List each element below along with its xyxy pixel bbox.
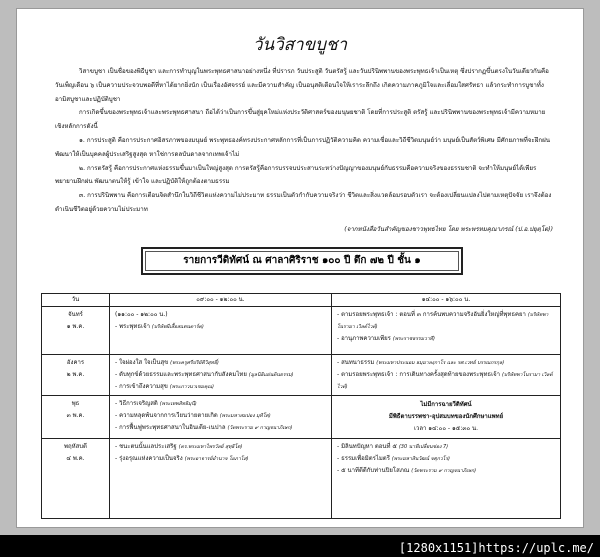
program-presenter: (พระราชธรรมวาที) (392, 336, 435, 342)
schedule-heading: รายการวีดิทัศน์ ณ ศาลาศิริราช ๑๐๐ ปี ตึก ๗๒ ปี ชั้น ๑ (141, 247, 463, 275)
program-item (337, 357, 555, 369)
intro-text (55, 65, 553, 237)
day-name: พฤหัสบดี (64, 443, 87, 450)
program-title: - การฟื้นฟูพระพุทธศาสนาในอินเดีย-เนปาล (115, 424, 226, 431)
document-page (16, 8, 584, 528)
program-title: - รุ่งอรุณแห่งความเป็นจริง (115, 455, 183, 462)
pm-cell (332, 439, 561, 519)
program-presenter: (พระมหาสมปอง มุทิโต) (219, 413, 271, 419)
program-presenter: (วัดพระราม ๙ กาญจนาภิเษก) (411, 468, 477, 474)
paragraph: ๒. การตรัสรู้ คือการประกาศแห่งธรรมขึ้นมาเป็นใหญ่สูงสุด การตรัสรู้คือการบรรจบประสานระหว่างปัญญาของมนุษย์กับธรรมคือความจริงของธรรมชาติ จะทำให้มนุษย์ได้เพียรพยายามฝึกฝน พัฒนาตนให้รู้ เข้าใจ และปฏิบัติให้ถูกต้องตามธรรม (55, 164, 537, 186)
program-title: - สนทนาธรรม (337, 359, 375, 366)
program-presenter: (พระมหาสินวัฒน์ จตุกวโร) (391, 456, 450, 462)
am-cell (110, 355, 332, 396)
program-title: - ความหลุดพ้นจากการเวียนว่ายตายเกิด (115, 412, 218, 419)
program-presenter: (บริษัทพาโนรามา เวิลด์ไวด์) (337, 372, 553, 390)
day-date: ๑ พ.ค. (66, 323, 85, 330)
paragraph: การเกิดขึ้นของพระพุทธเจ้าและพระพุทธศาสนา ถือได้ว่าเป็นการขึ้นสู่ยุคใหม่แห่งประวัติศาสตร์ของมนุษยชาติ โดยที่การประสูติ ตรัสรู้ และปรินิพพานของพระพุทธเจ้ามีความหมายเชิงหลักการดังนี้ (55, 109, 546, 131)
program-title: (๑๑:๐๐ - ๑๒:๐๐ น.) (115, 311, 168, 318)
notice-line: เวลา ๑๔:๐๐ - ๑๕:๓๐ น. (413, 425, 479, 432)
program-title: - ดับทุกข์ด้วยธรรมและพระพุทธศาสนากับสังคมไทย (115, 371, 247, 378)
program-item (115, 422, 326, 434)
table-row (42, 396, 561, 439)
program-title: - พระพุทธเจ้า (115, 323, 150, 330)
notice-line: มีพิธีตาบรรพชา-อุปสมบทของนักศึกษาแพทย์ (388, 413, 504, 420)
table-row (42, 355, 561, 396)
day-date: ๔ พ.ค. (66, 455, 85, 462)
program-title: - ตามรอยพระพุทธเจ้า : การเดินทางครั้งสุดท้ายของพระพุทธเจ้า (337, 371, 501, 378)
program-item (337, 441, 555, 453)
program-item (337, 369, 555, 393)
program-title: - ๕ นาทีดีดีกับท่านปิยโสภณ (337, 467, 410, 474)
program-presenter: (ดร.พระมหาไพรวัลย์ สุทฺธิโต) (178, 444, 243, 450)
program-item (115, 398, 326, 410)
pm-cell (332, 396, 561, 439)
notice-line: ไม่มีการฉายวีดิทัศน์ (420, 401, 472, 408)
program-title: - การเข้าถึงความสุข (115, 383, 168, 390)
paragraph: ๑. การประสูติ คือการประกาศอิสรภาพของมนุษย์ พระพุทธองค์ทรงประกาศหลักการที่เป็นการปฏิวัติความคิด ความเชื่อและวิถีชีวิตมนุษย์ว่า มนุษย์เป็นสัตว์พิเศษ มีศักยภาพที่จะฝึกฝนพัฒนาให้เป็นบุคคลผู้ประเสริฐสูงสุด หาใช่การดลบันดาลจากเทพเจ้าไม่ (55, 136, 550, 158)
day-cell (42, 439, 110, 519)
program-item (115, 453, 326, 465)
col-header: ๐๙:๐๐ - ๑๒:๐๐ น. (110, 294, 332, 307)
pm-cell (332, 355, 561, 396)
program-presenter: (พระครูศรีปริยัติวิสุทธิ์) (170, 360, 219, 366)
source-citation: (จากหนังสือวันสำคัญของชาวพุทธไทย โดย พระพรหมคุณาภรณ์ (ป.อ.ปยุตฺโต)) (344, 225, 553, 233)
program-title: - มิลินทปัญหา ตอนที่ ๕ (337, 443, 397, 450)
program-item (337, 333, 555, 345)
day-cell (42, 396, 110, 439)
day-date: ๒ พ.ค. (66, 371, 85, 378)
day-name: อังคาร (66, 359, 85, 366)
watermark: [1280x1151]https://uplc.me/ (398, 541, 594, 555)
program-title: - ใจผ่องใส ใจเป็นสุข (115, 359, 169, 366)
program-title: - ธรรมเพื่อมิตรไมตรี (337, 455, 390, 462)
paragraph: วิสาขบูชา เป็นชื่อของพิธีบูชา และการทำบุญในพระพุทธศาสนาอย่างหนึ่ง ที่ปรารภ วันประสูติ วันตรัสรู้ และวันปรินิพพานของพระพุทธเจ้าเป็นเหตุ ซึ่งปรากฏขึ้นตรงในวันเดียวกันคือ วันเพ็ญเดือน ๖ เป็นความประจวบพอดีที่หาได้ยากยิ่งนัก เป็นเรื่องอัศจรรย์ และมีความสำคัญ เป็นอนุสติเตือนใจให้เราระลึกถึง เกิดความภาคภูมิใจและเลื่อมใสศรัทธา แล้วกระทำการบูชาทั้งอามิสบูชาและปฏิบัติบูชา (55, 68, 549, 103)
page-title: วันวิสาขบูชา (252, 35, 348, 55)
am-cell (110, 396, 332, 439)
program-item (337, 453, 555, 465)
program-presenter: (พระมหาประนอม ธมฺมาลงฺกาโร และ รศ.เวทย์ บรรณกรกุล) (376, 360, 505, 366)
program-presenter: (มูลนิธิแผ่นดินธรรม) (248, 372, 294, 378)
day-name: จันทร์ (68, 311, 83, 318)
program-title: - ตามรอยพระพุทธเจ้า : ตอนที่ ๓ การค้นพบความจริงอันยิ่งใหญ่ที่พุทธคยา (337, 311, 526, 318)
program-presenter: (บริษัทผีเสื้อสแตนดาร์ด) (151, 324, 204, 330)
program-item (115, 441, 326, 453)
program-presenter: (30 นาทีเปลี่ยนช่อง 7) (398, 444, 449, 450)
table-row (42, 439, 561, 519)
program-item (115, 369, 326, 381)
program-title: - วิธีการเจริญสติ (115, 400, 158, 407)
col-header: วัน (42, 294, 110, 307)
day-name: พุธ (71, 400, 80, 407)
schedule-table (41, 293, 561, 519)
program-item (115, 381, 326, 393)
day-cell (42, 355, 110, 396)
program-presenter: (พระอาจารย์อำนาจ โอภาโส) (184, 456, 249, 462)
program-item (115, 410, 326, 422)
day-cell (42, 307, 110, 355)
program-title: - อานุภาพความเพียร (337, 335, 391, 342)
pm-cell (332, 307, 561, 355)
program-title: - ชนะตนนั้นแลประเสริฐ (115, 443, 177, 450)
col-header: ๑๔:๐๐ - ๑๖:๐๐ น. (332, 294, 561, 307)
program-item (337, 309, 555, 333)
program-presenter: (พระภาวนาเขมคุณ) (169, 384, 214, 390)
program-presenter: (บริษัทพาโนรามา เวิลด์ไวด์) (337, 312, 549, 330)
program-item (115, 357, 326, 369)
program-item (115, 309, 326, 321)
program-presenter: (วัดพระราม ๙ กาญจนาภิเษก) (227, 425, 293, 431)
am-cell (110, 439, 332, 519)
program-item (337, 465, 555, 477)
am-cell (110, 307, 332, 355)
table-row (42, 307, 561, 355)
paragraph: ๓. การปรินิพพาน คือการเตือนจิตสำนึกในวิถีชีวิตแห่งความไม่ประมาท ธรรมเป็นตัวกำกับความจริงว่า ชีวิตและสิ่งแวดล้อมรอบตัวเรา จะต้องเปลี่ยนแปลงไปตามเหตุปัจจัย เราจึงต้องดำเนินชีวิตอยู่ด้วยความไม่ประมาท (55, 192, 552, 213)
program-presenter: (พระเทพสิทธิมุนี) (159, 401, 197, 407)
program-item (115, 321, 326, 333)
day-date: ๓ พ.ค. (66, 412, 85, 419)
